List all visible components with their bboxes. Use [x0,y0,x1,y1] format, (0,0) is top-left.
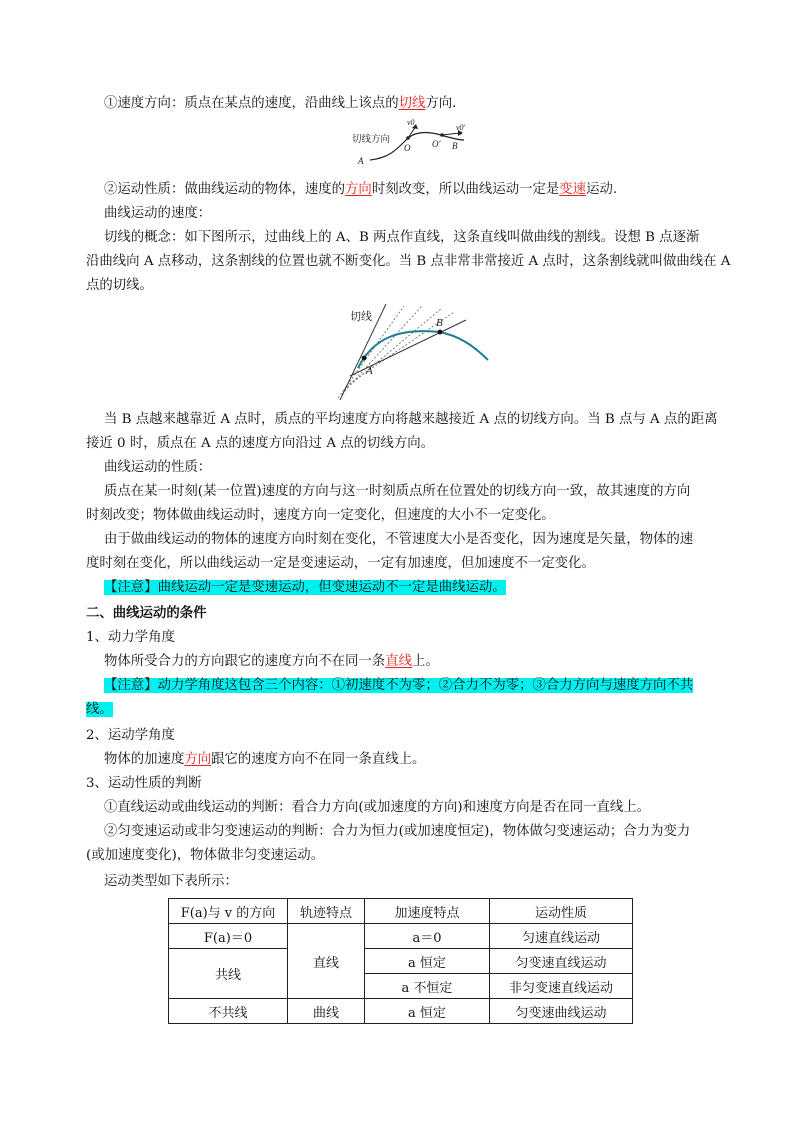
label-B: B [452,141,458,151]
cell-nature: 匀速直线运动 [490,924,633,949]
note-text: 动力学角度这包含三个内容：①初速度不为零；②合力不为零；③合力方向与速度方向不共 [157,678,694,693]
note-tag: 【注意】 [104,678,158,693]
label-B: B [436,317,443,329]
label-A: A [358,156,364,166]
cell-nature: 匀变速直线运动 [490,949,633,974]
point-Op [440,133,444,137]
cell-direction: 不共线 [169,999,288,1024]
judgement-2-line-2: (或加速度变化)，物体做非匀变速运动。 [86,848,325,863]
tangent-concept-line-2: 沿曲线向 A 点移动，这条割线的位置也就不断变化。当 B 点非常非常接近 A 点时，这条割线就叫做曲线在 A [86,254,731,269]
cell-nature: 非匀变速直线运动 [490,974,633,999]
cell-acceleration: a 恒定 [365,949,490,974]
cell-direction: F(a)＝0 [169,924,288,949]
nature-heading: 曲线运动的性质： [104,460,212,475]
cell-track-straight: 直线 [288,924,365,999]
tangent-concept-line-1: 切线的概念：如下图所示，过曲线上的 A、B 两点作直线，这条直线叫做曲线的割线。设想 B 点逐渐 [104,230,700,245]
text: 时刻改变，所以曲线运动一定是 [371,182,560,197]
vector-line-2: 度时刻在变化，所以曲线运动一定是变速运动，一定有加速度，但加速度不一定变化。 [86,556,595,571]
velocity-direction-line [104,94,456,114]
table-header-row [169,899,633,924]
note-2-line-1 [104,676,693,696]
point-B [438,330,443,335]
header-track: 轨迹特点 [288,899,365,924]
table-row [169,924,633,949]
point-A [362,356,367,361]
note-1 [104,578,506,598]
cell-acceleration: a 恒定 [365,999,490,1024]
highlight-direction: 方向 [345,182,372,197]
v0p-arrow [442,133,460,135]
nature-line-1: 质点在某一时刻(某一位置)速度的方向与这一时刻质点所在位置处的切线方向一致，故其速度的方向 [104,484,691,499]
velocity-heading: 曲线运动的速度： [104,206,212,221]
text: 方向. [425,96,457,111]
label-tangent-direction: 切线方向 [352,135,391,145]
header-nature: 运动性质 [490,899,633,924]
tangent-direction-figure [352,118,484,168]
label-tangent: 切线 [350,311,372,323]
highlight-tangent: 切线 [398,96,426,111]
section-heading-conditions: 二、曲线运动的条件 [86,606,207,621]
note-text: 曲线运动一定是变速运动，但变速运动不一定是曲线运动。 [157,580,506,595]
motion-type-table [168,898,633,1024]
label-O: O [404,143,411,153]
nature-line-2: 时刻改变；物体做曲线运动时，速度方向一定变化，但速度的大小不一定变化。 [86,508,555,523]
judgement-heading: 3、运动性质的判断 [86,776,202,791]
table-intro: 运动类型如下表所示： [104,874,238,889]
cell-acceleration: a＝0 [365,924,490,949]
text: 跟它的速度方向不在同一条直线上。 [211,752,426,767]
judgement-1: ①直线运动或曲线运动的判断：看合力方向(或加速度的方向)和速度方向是否在同一直线上。 [104,800,651,815]
text: 上。 [411,654,439,669]
label-A: A [366,365,373,377]
text: 运动. [586,182,618,197]
text: 物体的加速度 [104,752,185,767]
judgement-2-line-1: ②匀变速运动或非匀变速运动的判断：合力为恒力(或加速度恒定)，物体做匀变速运动；合力为变力 [104,824,691,839]
note-2-line-2 [86,700,113,720]
dynamics-text [104,652,439,672]
highlight-straight-line: 直线 [385,654,412,669]
highlight-variable-speed: 变速 [559,182,587,197]
label-v0: v0 [407,118,415,127]
note-tag: 【注意】 [104,580,158,595]
header-direction: F(a)与 v 的方向 [169,899,288,924]
text: ①速度方向：质点在某点的速度，沿曲线上该点的 [104,96,399,111]
label-v0p: v0' [456,123,466,132]
cell-direction-collinear: 共线 [169,949,288,999]
point-O [406,136,410,140]
text: 物体所受合力的方向跟它的速度方向不在同一条 [104,654,386,669]
secant-tangent-figure [330,302,500,402]
cell-acceleration: a 不恒定 [365,974,490,999]
dynamics-heading: 1、动力学角度 [86,630,175,645]
vector-line-1: 由于做曲线运动的物体的速度方向时刻在变化，不管速度大小是否变化，因为速度是矢量，物体的速 [104,532,694,547]
table-row [169,949,633,974]
text: ②运动性质：做曲线运动的物体，速度的 [104,182,346,197]
cell-nature: 匀变速曲线运动 [490,999,633,1024]
motion-nature-line [104,180,617,200]
kinematics-text [104,750,425,770]
kinematics-heading: 2、运动学角度 [86,728,175,743]
label-Op: O' [432,139,441,149]
table-row [169,999,633,1024]
highlight-direction: 方向 [184,752,212,767]
cell-track: 曲线 [288,999,365,1024]
approach-line-1: 当 B 点越来越靠近 A 点时，质点的平均速度方向将越来越接近 A 点的切线方向。当 B 点与 A 点的距离 [104,412,718,427]
header-acceleration: 加速度特点 [365,899,490,924]
note-text: 线。 [86,702,113,717]
approach-line-2: 接近 0 时，质点在 A 点的速度方向沿过 A 点的切线方向。 [86,436,434,451]
tangent-concept-line-3: 点的切线。 [86,278,153,293]
